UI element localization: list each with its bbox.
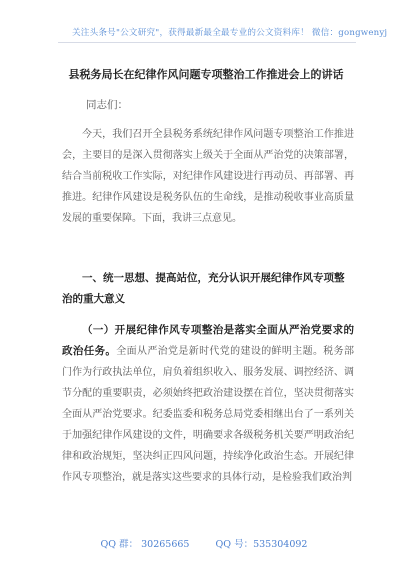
- section-heading-1: 一、统一思想、提高站位，充分认识开展纪律作风专项整治的重大意义: [62, 272, 345, 305]
- salutation: 同志们：: [86, 99, 128, 111]
- subsection-body: 全面从严治党是新时代党的建设的鲜明主题。税务部门作为行政执法单位，肩负着组织收入、服务发展、调控经济、调节分配的重要职责，必须始终把政治建设摆在首位，坚决贯彻落实全面从严治党要求。纪委监委和税务总局党委相继出台了一系列关于加强纪律作风建设的文件，明确要求各级税务机关要严明政治纪律和政治规矩，坚决纠正四风问题，持续净化政治生态。开展纪律作风专项整治，就是落实这些要求的具体行动，是检验我们政治判: [62, 346, 355, 483]
- subsection-paragraph-1: [62, 320, 354, 488]
- footer-qq-number: QQ 号：535304092: [215, 539, 308, 550]
- intro-paragraph: 今天，我们召开全县税务系统纪律作风问题专项整治工作推进会，主要目的是深入贯彻落实上级关于全面从严治党的决策部署，结合当前税收工作实际，对纪律作风建设进行再动员、再部署、再推进。纪律作风建设是税务队伍的生命线，是推动税收事业高质量发展的重要保障。下面，我讲三点意见。: [62, 129, 354, 224]
- document-title: 县税务局长在纪律作风问题专项整治工作推进会上的讲话: [68, 68, 344, 81]
- footer-contact: [0, 536, 408, 550]
- header-banner: 关注头条号"公文研究"，获得最新最全最专业的公文资料库！ 微信：gongwenyj: [72, 28, 388, 38]
- footer-qq-group: QQ 群： 30265665: [100, 539, 190, 550]
- header-divider: [58, 42, 356, 43]
- subsection-lead: （一）开展纪律作风专项整治是落实全面从严治党要求的政治任务。: [62, 324, 354, 357]
